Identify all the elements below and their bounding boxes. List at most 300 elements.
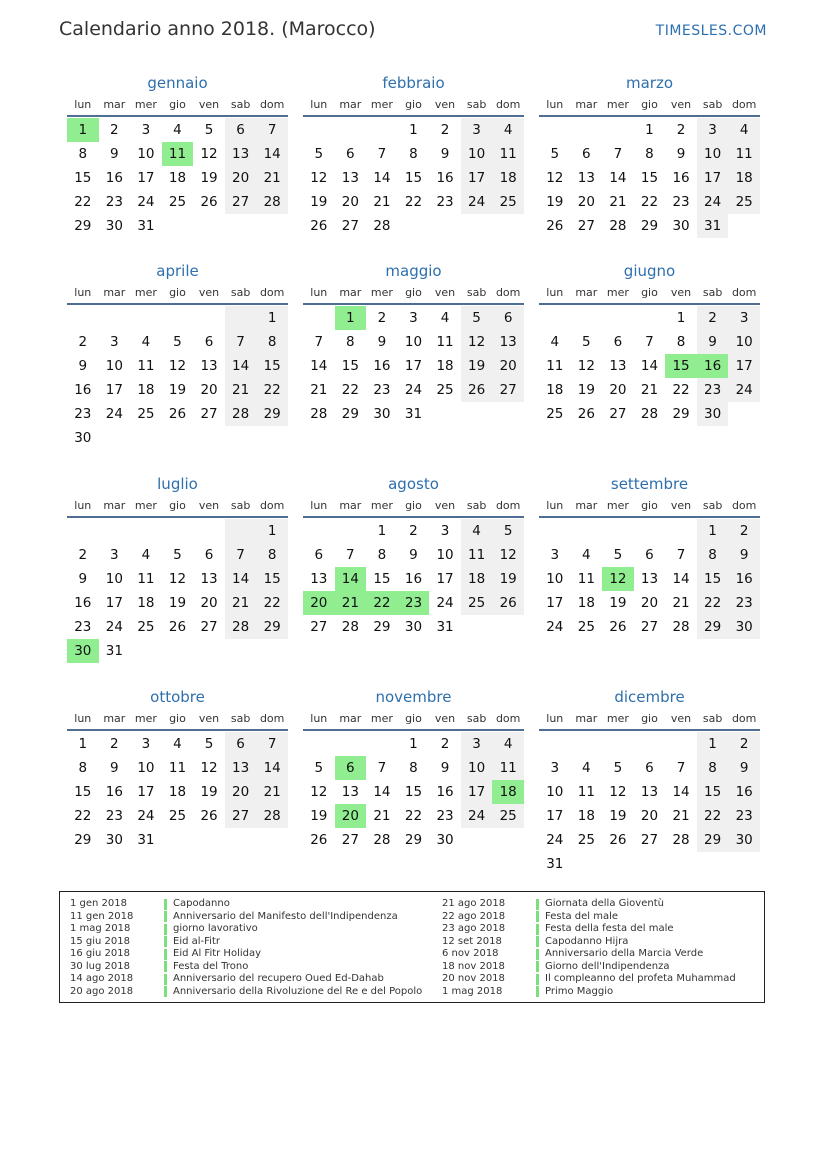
day-cell[interactable]: 14 [672,571,690,587]
day-cell[interactable]: 25 [492,190,524,214]
day-cell[interactable]: 25 [436,382,454,398]
day-cell[interactable]: 23 [436,194,454,210]
day-cell[interactable]: 5 [461,306,493,330]
holiday-day-cell[interactable]: 11 [162,142,194,166]
day-cell[interactable]: 26 [310,832,328,848]
day-cell[interactable]: 30 [672,218,690,234]
holiday-day-cell[interactable]: 12 [602,567,634,591]
day-cell[interactable]: 26 [609,832,627,848]
day-cell[interactable]: 6 [645,547,654,563]
day-cell[interactable]: 16 [728,780,760,804]
day-cell[interactable]: 4 [173,736,182,752]
day-cell[interactable]: 7 [377,146,387,162]
day-cell[interactable]: 29 [672,406,690,422]
day-cell[interactable]: 8 [78,760,88,776]
holiday-day-cell[interactable]: 6 [335,756,367,780]
day-cell[interactable]: 13 [225,142,257,166]
day-cell[interactable]: 24 [404,382,423,398]
day-cell[interactable]: 28 [373,832,391,848]
day-cell[interactable]: 29 [404,832,423,848]
day-cell[interactable]: 20 [225,780,257,804]
day-cell[interactable]: 27 [609,406,627,422]
day-cell[interactable]: 25 [461,591,493,615]
day-cell[interactable]: 21 [256,166,288,190]
day-cell[interactable]: 26 [609,619,627,635]
day-cell[interactable]: 29 [373,619,391,635]
day-cell[interactable]: 4 [492,732,524,756]
day-cell[interactable]: 11 [137,358,155,374]
day-cell[interactable]: 13 [200,571,218,587]
day-cell[interactable]: 21 [256,780,288,804]
day-cell[interactable]: 3 [728,306,760,330]
day-cell[interactable]: 2 [110,122,119,138]
day-cell[interactable]: 19 [168,382,187,398]
day-cell[interactable]: 14 [256,756,288,780]
day-cell[interactable]: 17 [728,354,760,378]
day-cell[interactable]: 8 [676,334,686,350]
day-cell[interactable]: 21 [640,382,659,398]
day-cell[interactable]: 22 [256,591,288,615]
day-cell[interactable]: 2 [440,736,450,752]
day-cell[interactable]: 5 [204,736,214,752]
day-cell[interactable]: 6 [225,732,257,756]
day-cell[interactable]: 31 [137,218,155,234]
day-cell[interactable]: 1 [697,519,729,543]
day-cell[interactable]: 11 [492,142,524,166]
day-cell[interactable]: 10 [546,784,564,800]
day-cell[interactable]: 5 [613,760,623,776]
day-cell[interactable]: 3 [110,547,119,563]
day-cell[interactable]: 20 [577,194,595,210]
day-cell[interactable]: 4 [550,334,560,350]
day-cell[interactable]: 2 [440,122,450,138]
day-cell[interactable]: 31 [105,643,123,659]
day-cell[interactable]: 9 [440,146,450,162]
day-cell[interactable]: 24 [461,190,493,214]
day-cell[interactable]: 17 [461,166,493,190]
day-cell[interactable]: 9 [676,146,686,162]
day-cell[interactable]: 7 [377,760,387,776]
day-cell[interactable]: 19 [200,170,218,186]
day-cell[interactable]: 5 [550,146,560,162]
day-cell[interactable]: 23 [373,382,391,398]
day-cell[interactable]: 18 [728,166,760,190]
day-cell[interactable]: 8 [409,146,418,162]
day-cell[interactable]: 10 [404,334,423,350]
day-cell[interactable]: 14 [373,170,391,186]
day-cell[interactable]: 13 [310,571,328,587]
day-cell[interactable]: 23 [697,378,729,402]
day-cell[interactable]: 22 [256,378,288,402]
day-cell[interactable]: 16 [728,567,760,591]
day-cell[interactable]: 17 [404,358,423,374]
day-cell[interactable]: 11 [728,142,760,166]
day-cell[interactable]: 15 [697,780,729,804]
day-cell[interactable]: 16 [74,595,92,611]
day-cell[interactable]: 19 [546,194,564,210]
day-cell[interactable]: 4 [582,760,591,776]
day-cell[interactable]: 19 [200,784,218,800]
day-cell[interactable]: 9 [78,358,88,374]
day-cell[interactable]: 29 [256,402,288,426]
day-cell[interactable]: 3 [550,760,560,776]
day-cell[interactable]: 6 [204,547,214,563]
day-cell[interactable]: 28 [256,190,288,214]
day-cell[interactable]: 12 [546,170,564,186]
day-cell[interactable]: 18 [168,170,187,186]
day-cell[interactable]: 25 [168,808,187,824]
day-cell[interactable]: 5 [613,547,623,563]
day-cell[interactable]: 19 [310,194,328,210]
holiday-day-cell[interactable]: 21 [335,591,367,615]
day-cell[interactable]: 3 [110,334,119,350]
day-cell[interactable]: 27 [200,619,218,635]
day-cell[interactable]: 18 [137,382,155,398]
day-cell[interactable]: 4 [492,118,524,142]
day-cell[interactable]: 30 [74,430,92,446]
holiday-day-cell[interactable]: 22 [366,591,398,615]
day-cell[interactable]: 19 [461,354,493,378]
day-cell[interactable]: 26 [461,378,493,402]
day-cell[interactable]: 28 [672,619,690,635]
day-cell[interactable]: 10 [137,760,155,776]
day-cell[interactable]: 7 [346,547,355,563]
day-cell[interactable]: 10 [461,756,493,780]
day-cell[interactable]: 1 [409,122,418,138]
day-cell[interactable]: 12 [492,543,524,567]
day-cell[interactable]: 16 [436,784,454,800]
day-cell[interactable]: 9 [440,760,450,776]
day-cell[interactable]: 9 [377,334,387,350]
day-cell[interactable]: 15 [256,567,288,591]
day-cell[interactable]: 22 [404,194,423,210]
day-cell[interactable]: 3 [141,122,151,138]
day-cell[interactable]: 17 [137,784,155,800]
day-cell[interactable]: 19 [577,382,595,398]
day-cell[interactable]: 10 [697,142,729,166]
day-cell[interactable]: 13 [640,571,659,587]
day-cell[interactable]: 5 [492,519,524,543]
day-cell[interactable]: 14 [256,142,288,166]
day-cell[interactable]: 6 [492,306,524,330]
day-cell[interactable]: 20 [200,382,218,398]
day-cell[interactable]: 1 [78,736,88,752]
day-cell[interactable]: 14 [672,784,690,800]
holiday-day-cell[interactable]: 20 [303,591,335,615]
day-cell[interactable]: 24 [105,619,123,635]
day-cell[interactable]: 1 [676,310,686,326]
day-cell[interactable]: 19 [609,808,627,824]
day-cell[interactable]: 3 [697,118,729,142]
day-cell[interactable]: 29 [256,615,288,639]
day-cell[interactable]: 7 [225,543,257,567]
day-cell[interactable]: 28 [609,218,627,234]
day-cell[interactable]: 25 [137,619,155,635]
day-cell[interactable]: 9 [110,760,119,776]
day-cell[interactable]: 19 [609,595,627,611]
day-cell[interactable]: 24 [546,832,564,848]
day-cell[interactable]: 20 [200,595,218,611]
day-cell[interactable]: 21 [672,808,690,824]
day-cell[interactable]: 4 [173,122,182,138]
day-cell[interactable]: 26 [200,194,218,210]
day-cell[interactable]: 27 [225,190,257,214]
day-cell[interactable]: 21 [373,194,391,210]
day-cell[interactable]: 3 [409,310,418,326]
day-cell[interactable]: 23 [74,619,92,635]
day-cell[interactable]: 26 [577,406,595,422]
holiday-day-cell[interactable]: 1 [335,306,367,330]
day-cell[interactable]: 13 [640,784,659,800]
day-cell[interactable]: 15 [697,567,729,591]
day-cell[interactable]: 18 [546,382,564,398]
day-cell[interactable]: 28 [225,402,257,426]
day-cell[interactable]: 27 [640,619,659,635]
day-cell[interactable]: 28 [640,406,659,422]
day-cell[interactable]: 13 [577,170,595,186]
day-cell[interactable]: 6 [645,760,654,776]
day-cell[interactable]: 12 [310,784,328,800]
day-cell[interactable]: 13 [341,784,359,800]
day-cell[interactable]: 10 [436,547,454,563]
day-cell[interactable]: 16 [404,571,423,587]
day-cell[interactable]: 18 [137,595,155,611]
day-cell[interactable]: 26 [168,406,187,422]
day-cell[interactable]: 2 [728,732,760,756]
day-cell[interactable]: 12 [200,760,218,776]
holiday-day-cell[interactable]: 23 [398,591,430,615]
day-cell[interactable]: 14 [609,170,627,186]
day-cell[interactable]: 31 [436,619,454,635]
day-cell[interactable]: 10 [461,142,493,166]
day-cell[interactable]: 17 [546,808,564,824]
day-cell[interactable]: 2 [728,519,760,543]
day-cell[interactable]: 12 [310,170,328,186]
day-cell[interactable]: 1 [645,122,654,138]
day-cell[interactable]: 2 [676,122,686,138]
day-cell[interactable]: 4 [461,519,493,543]
day-cell[interactable]: 27 [577,218,595,234]
day-cell[interactable]: 30 [728,828,760,852]
day-cell[interactable]: 25 [546,406,564,422]
day-cell[interactable]: 14 [225,354,257,378]
day-cell[interactable]: 4 [582,547,591,563]
day-cell[interactable]: 7 [676,547,686,563]
day-cell[interactable]: 3 [141,736,151,752]
day-cell[interactable]: 26 [310,218,328,234]
day-cell[interactable]: 23 [728,804,760,828]
day-cell[interactable]: 13 [492,330,524,354]
day-cell[interactable]: 6 [346,146,355,162]
day-cell[interactable]: 5 [173,334,182,350]
day-cell[interactable]: 7 [256,118,288,142]
day-cell[interactable]: 2 [377,310,387,326]
day-cell[interactable]: 21 [373,808,391,824]
day-cell[interactable]: 15 [256,354,288,378]
day-cell[interactable]: 24 [546,619,564,635]
day-cell[interactable]: 10 [546,571,564,587]
day-cell[interactable]: 15 [341,358,359,374]
day-cell[interactable]: 28 [341,619,359,635]
day-cell[interactable]: 19 [492,567,524,591]
day-cell[interactable]: 22 [697,591,729,615]
day-cell[interactable]: 4 [440,310,450,326]
holiday-day-cell[interactable]: 30 [67,639,99,663]
day-cell[interactable]: 24 [137,808,155,824]
holiday-day-cell[interactable]: 14 [335,567,367,591]
day-cell[interactable]: 6 [613,334,623,350]
day-cell[interactable]: 13 [200,358,218,374]
day-cell[interactable]: 11 [436,334,454,350]
day-cell[interactable]: 30 [404,619,423,635]
day-cell[interactable]: 3 [550,547,560,563]
day-cell[interactable]: 7 [256,732,288,756]
holiday-day-cell[interactable]: 1 [67,118,99,142]
day-cell[interactable]: 24 [137,194,155,210]
day-cell[interactable]: 23 [672,194,690,210]
day-cell[interactable]: 29 [640,218,659,234]
day-cell[interactable]: 10 [105,358,123,374]
day-cell[interactable]: 18 [461,567,493,591]
day-cell[interactable]: 18 [168,784,187,800]
day-cell[interactable]: 29 [341,406,359,422]
day-cell[interactable]: 2 [409,523,418,539]
day-cell[interactable]: 5 [173,547,182,563]
day-cell[interactable]: 30 [697,402,729,426]
day-cell[interactable]: 24 [105,406,123,422]
day-cell[interactable]: 1 [409,736,418,752]
day-cell[interactable]: 17 [697,166,729,190]
day-cell[interactable]: 4 [141,547,151,563]
day-cell[interactable]: 23 [728,591,760,615]
day-cell[interactable]: 30 [105,218,123,234]
day-cell[interactable]: 5 [582,334,591,350]
day-cell[interactable]: 22 [74,194,92,210]
day-cell[interactable]: 18 [577,808,595,824]
day-cell[interactable]: 27 [341,218,359,234]
holiday-day-cell[interactable]: 15 [665,354,697,378]
day-cell[interactable]: 13 [609,358,627,374]
day-cell[interactable]: 29 [697,615,729,639]
day-cell[interactable]: 14 [640,358,659,374]
day-cell[interactable]: 27 [341,832,359,848]
day-cell[interactable]: 7 [613,146,623,162]
day-cell[interactable]: 30 [105,832,123,848]
day-cell[interactable]: 4 [141,334,151,350]
day-cell[interactable]: 30 [728,615,760,639]
day-cell[interactable]: 22 [341,382,359,398]
day-cell[interactable]: 29 [74,832,92,848]
day-cell[interactable]: 17 [137,170,155,186]
day-cell[interactable]: 15 [640,170,659,186]
day-cell[interactable]: 6 [314,547,324,563]
day-cell[interactable]: 22 [74,808,92,824]
day-cell[interactable]: 2 [110,736,119,752]
day-cell[interactable]: 14 [225,567,257,591]
day-cell[interactable]: 23 [436,808,454,824]
day-cell[interactable]: 1 [256,306,288,330]
day-cell[interactable]: 1 [256,519,288,543]
day-cell[interactable]: 28 [225,615,257,639]
day-cell[interactable]: 2 [78,334,88,350]
day-cell[interactable]: 24 [436,595,454,611]
day-cell[interactable]: 18 [436,358,454,374]
day-cell[interactable]: 17 [461,780,493,804]
day-cell[interactable]: 22 [404,808,423,824]
day-cell[interactable]: 20 [640,808,659,824]
day-cell[interactable]: 6 [204,334,214,350]
day-cell[interactable]: 25 [492,804,524,828]
day-cell[interactable]: 6 [582,146,591,162]
day-cell[interactable]: 8 [409,760,418,776]
day-cell[interactable]: 11 [168,760,187,776]
day-cell[interactable]: 2 [697,306,729,330]
day-cell[interactable]: 25 [728,190,760,214]
day-cell[interactable]: 12 [200,146,218,162]
day-cell[interactable]: 3 [440,523,450,539]
day-cell[interactable]: 16 [74,382,92,398]
day-cell[interactable]: 27 [200,406,218,422]
day-cell[interactable]: 26 [168,619,187,635]
day-cell[interactable]: 15 [373,571,391,587]
day-cell[interactable]: 27 [310,619,328,635]
day-cell[interactable]: 3 [461,118,493,142]
day-cell[interactable]: 31 [137,832,155,848]
day-cell[interactable]: 20 [609,382,627,398]
day-cell[interactable]: 6 [225,118,257,142]
site-logo[interactable]: TIMESLES.COM [655,23,767,39]
day-cell[interactable]: 31 [404,406,423,422]
day-cell[interactable]: 19 [168,595,187,611]
day-cell[interactable]: 26 [546,218,564,234]
day-cell[interactable]: 8 [645,146,654,162]
day-cell[interactable]: 29 [697,828,729,852]
day-cell[interactable]: 17 [436,571,454,587]
day-cell[interactable]: 25 [577,832,595,848]
day-cell[interactable]: 14 [373,784,391,800]
day-cell[interactable]: 8 [377,547,387,563]
day-cell[interactable]: 9 [728,756,760,780]
day-cell[interactable]: 28 [310,406,328,422]
day-cell[interactable]: 11 [577,571,595,587]
day-cell[interactable]: 22 [697,804,729,828]
day-cell[interactable]: 4 [728,118,760,142]
day-cell[interactable]: 15 [404,170,423,186]
day-cell[interactable]: 13 [225,756,257,780]
day-cell[interactable]: 23 [105,194,123,210]
day-cell[interactable]: 10 [105,571,123,587]
day-cell[interactable]: 5 [204,122,214,138]
day-cell[interactable]: 7 [645,334,654,350]
holiday-day-cell[interactable]: 20 [335,804,367,828]
day-cell[interactable]: 14 [310,358,328,374]
day-cell[interactable]: 8 [697,756,729,780]
day-cell[interactable]: 28 [256,804,288,828]
day-cell[interactable]: 22 [640,194,659,210]
day-cell[interactable]: 17 [546,595,564,611]
day-cell[interactable]: 11 [546,358,564,374]
day-cell[interactable]: 17 [105,382,123,398]
day-cell[interactable]: 24 [697,190,729,214]
day-cell[interactable]: 23 [105,808,123,824]
holiday-day-cell[interactable]: 16 [697,354,729,378]
day-cell[interactable]: 21 [225,378,257,402]
day-cell[interactable]: 7 [314,334,324,350]
day-cell[interactable]: 28 [672,832,690,848]
day-cell[interactable]: 17 [105,595,123,611]
day-cell[interactable]: 1 [377,523,387,539]
day-cell[interactable]: 16 [672,170,690,186]
